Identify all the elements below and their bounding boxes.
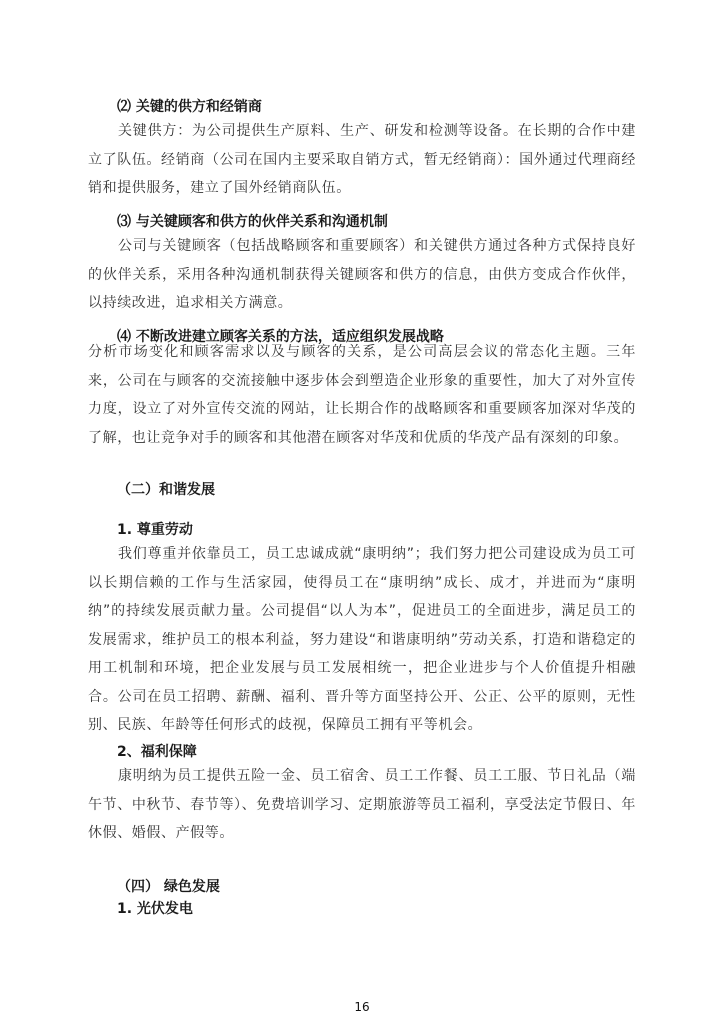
section-heading-partnership: ⑶ 与关键顾客和供方的伙伴关系和沟通机制 [117,214,388,230]
section-heading-key-suppliers: ⑵ 关键的供方和经销商 [117,99,262,115]
subsection-heading-welfare: 2、福利保障 [117,744,197,760]
paragraph-key-suppliers: 关键供方：为公司提供生产原料、生产、研发和检测等设备。在长期的合作中建立了队伍。经销商（公司在国内主要采取自销方式，暂无经销商）：国外通过代理商经销和提供服务，建立了国外经销商队伍。 [88,123,636,196]
section-heading-harmonious-development: （二）和谐发展 [117,482,215,498]
paragraph-partnership: 公司与关键顾客（包括战略顾客和重要顾客）和关键供方通过各种方式保持良好的伙伴关系，采用各种沟通机制获得关键顾客和供方的信息，由供方变成合作伙伴，以持续改进，追求相关方满意。 [88,238,636,311]
section-heading-customer-relations: ⑷ 不断改进建立顾客关系的方法，适应组织发展战略 [117,329,444,345]
page-number: 16 [354,1000,370,1014]
subsection-heading-photovoltaic: 1. 光伏发电 [117,901,193,917]
subsection-heading-respect-labor: 1. 尊重劳动 [117,522,193,538]
section-heading-green-development: （四） 绿色发展 [117,879,220,895]
paragraph-customer-relations: 分析市场变化和顾客需求以及与顾客的关系，是公司高层会议的常态化主题。三年来，公司在与顾客的交流接触中逐步体会到塑造企业形象的重要性，加大了对外宣传力度，设立了对外宣传交流的网站，让长期合作的战略顾客和重要顾客加深对华茂的了解，也让竞争对手的顾客和其他潜在顾客对华茂和优质的华茂产品有深刻的印象。 [88,344,636,446]
paragraph-welfare: 康明纳为员工提供五险一金、员工宿舍、员工工作餐、员工工服、节日礼品（端午节、中秋节、春节等）、免费培训学习、定期旅游等员工福利，享受法定节假日、年休假、婚假、产假等。 [88,768,636,841]
paragraph-respect-labor: 我们尊重并依靠员工，员工忠诚成就“康明纳”；我们努力把公司建设成为员工可以长期信赖的工作与生活家园，使得员工在“康明纳”成长、成才，并进而为“康明纳”的持续发展贡献力量。公司提倡“以人为本”，促进员工的全面进步，满足员工的发展需求，维护员工的根本利益，努力建设“和谐康明纳”劳动关系，打造和谐稳定的用工机制和环境，把企业发展与员工发展相统一，把企业进步与个人价值提升相融合。公司在员工招聘、薪酬、福利、晋升等方面坚持公开、公正、公平的原则，无性别、民族、年龄等任何形式的歧视，保障员工拥有平等机会。 [88,546,636,733]
